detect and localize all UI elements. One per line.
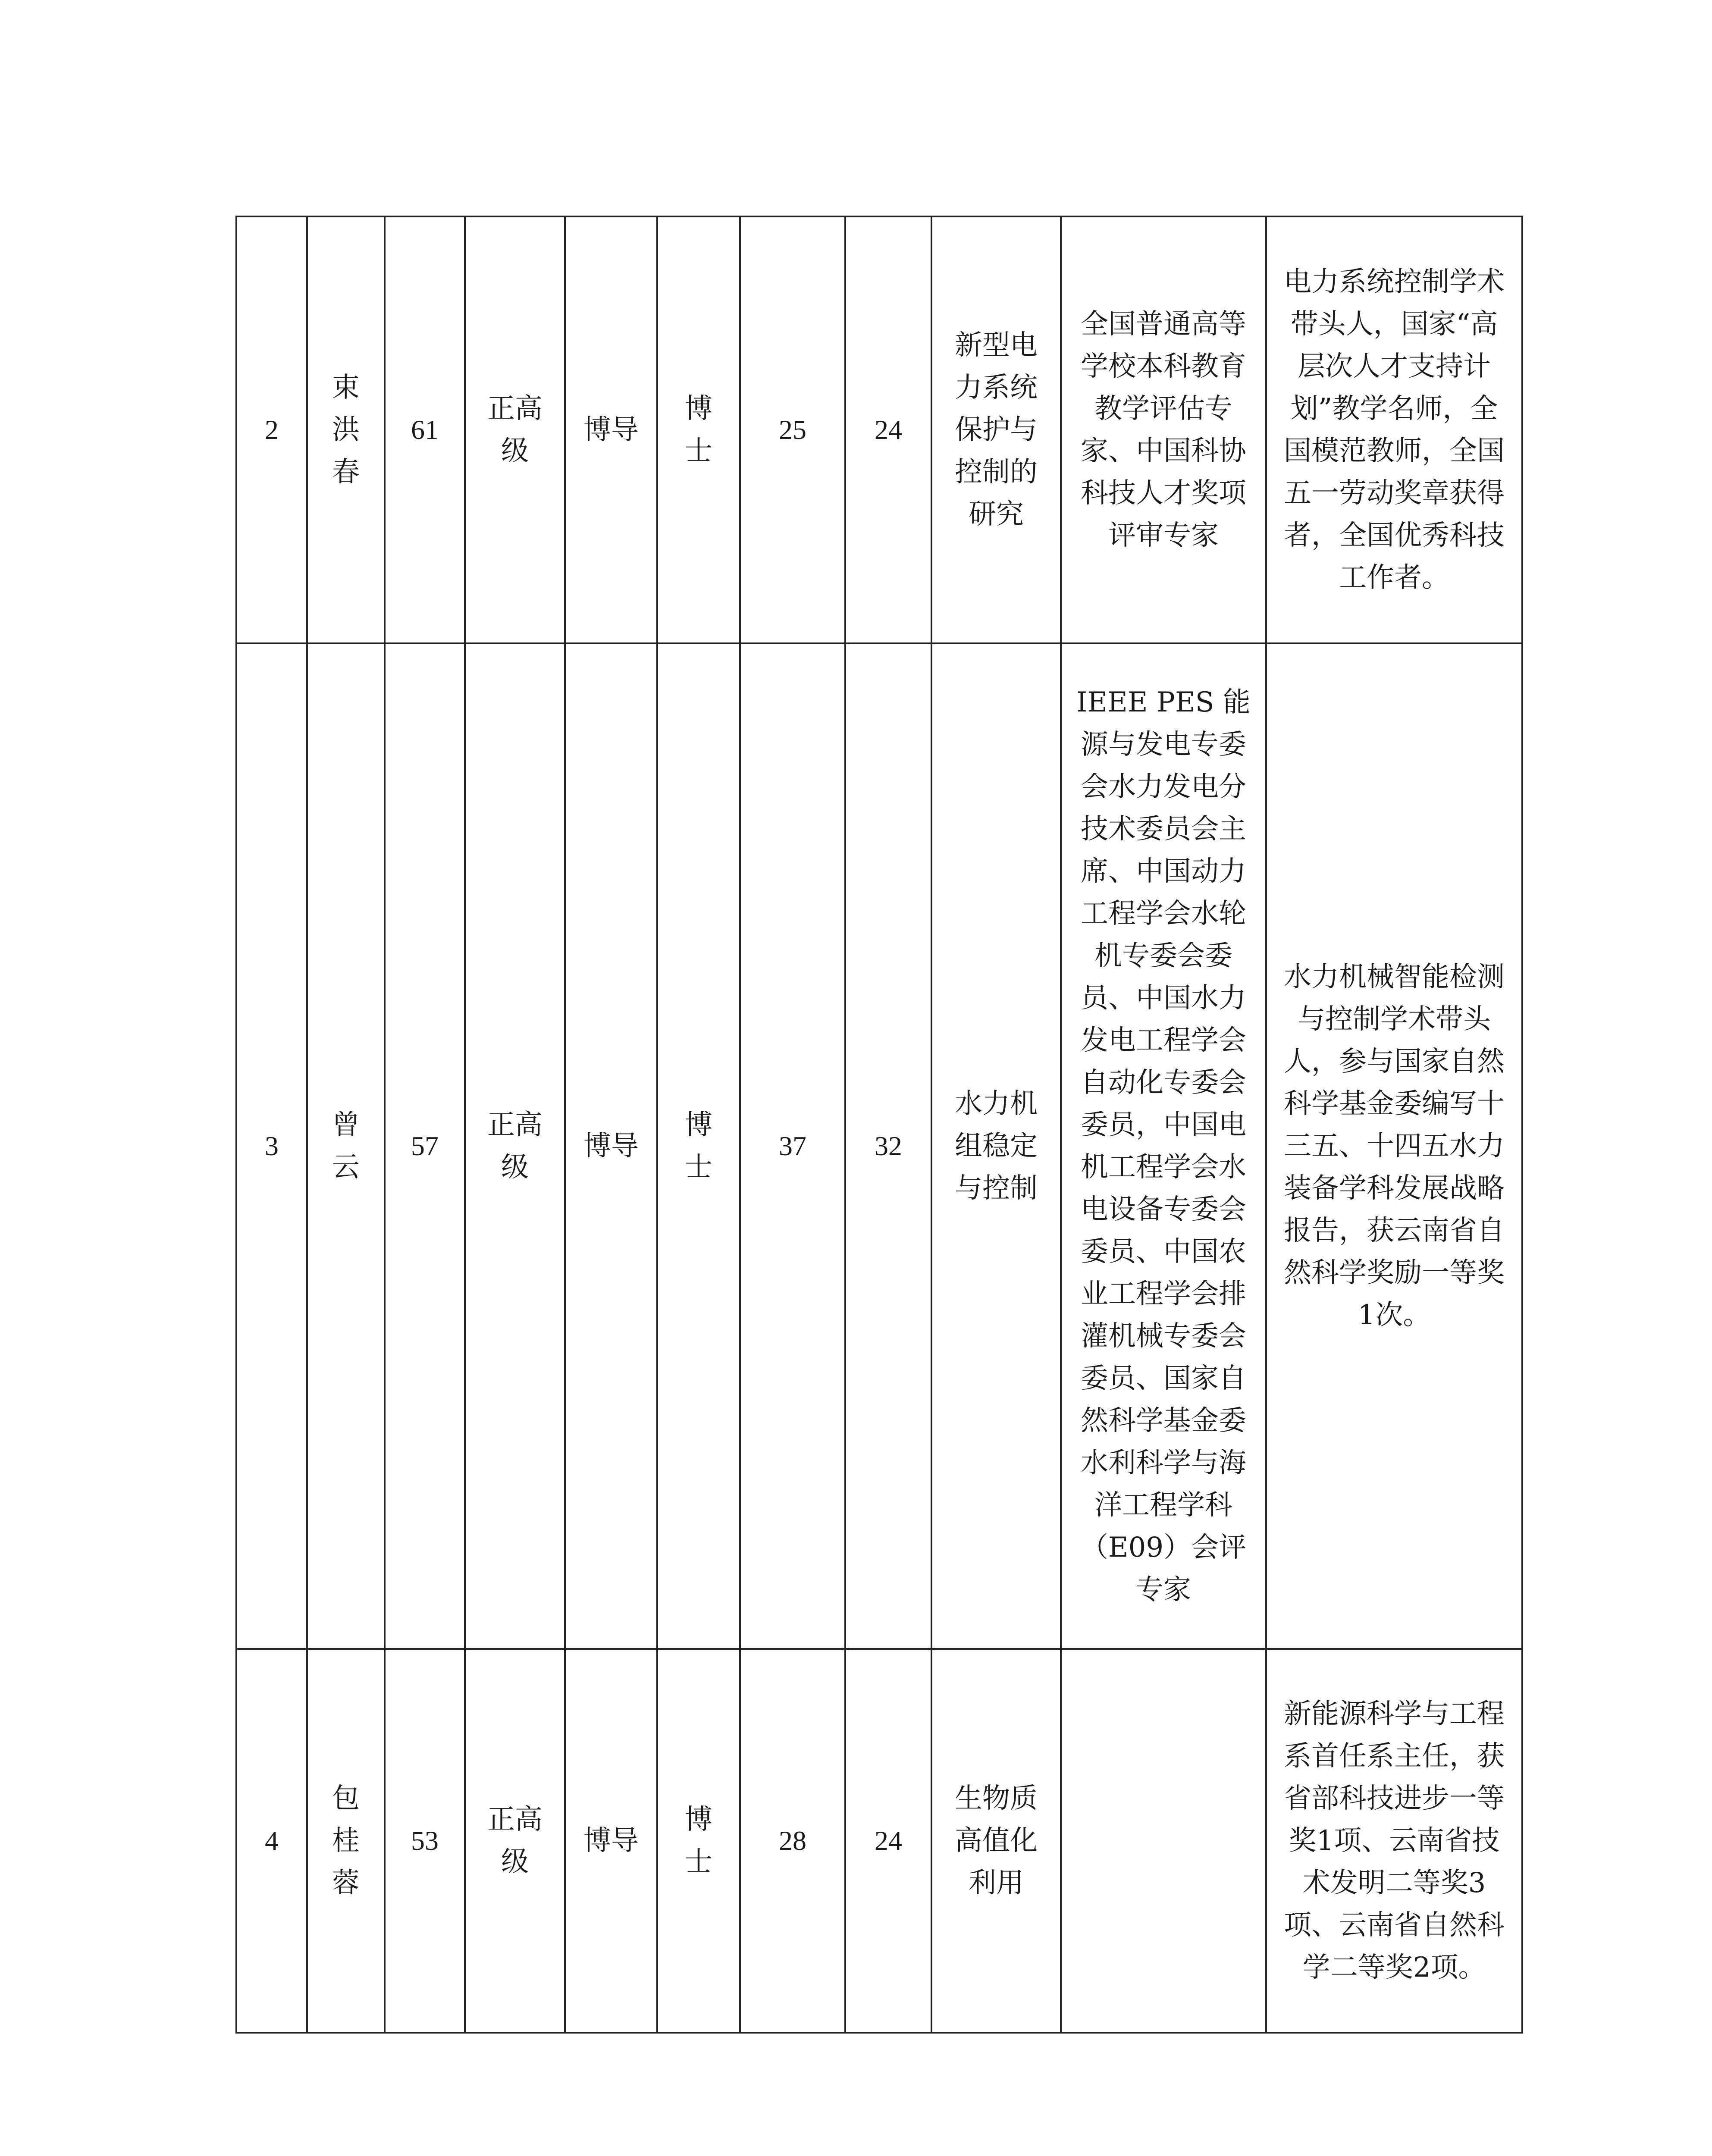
- research-direction: 生物质高值化利用: [955, 1783, 1038, 1899]
- years-a: 25: [740, 216, 845, 643]
- age: 53: [385, 1649, 465, 2033]
- research-direction: 新型电力系统保护与控制的研究: [955, 329, 1038, 530]
- row-index: 2: [236, 216, 307, 643]
- honors: 水力机械智能检测与控制学术带头人，参与国家自然科学基金委编写十三五、十四五水力装备学科发展战略报告，获云南省自然科学奖励一等奖1次。: [1284, 961, 1505, 1331]
- honors: 新能源科学与工程系首任系主任，获省部科技进步一等奖1项、云南省技术发明二等奖3项、云南省自然科学二等奖2项。: [1284, 1698, 1505, 1984]
- professional-title: 正高级: [487, 1804, 542, 1878]
- age: 57: [385, 643, 465, 1649]
- row-index: 4: [236, 1649, 307, 2033]
- professional-title: 正高级: [487, 1109, 542, 1183]
- years-b: 24: [845, 216, 931, 643]
- person-name: 包桂蓉: [332, 1783, 360, 1899]
- degree: 博士: [685, 1804, 712, 1878]
- row-index: 3: [236, 643, 307, 1649]
- academic-roles: IEEE PES 能源与发电专委会水力发电分技术委员会主席、中国动力工程学会水轮机专委会委员、中国水力发电工程学会自动化专委会委员，中国电机工程学会水电设备专委会委员、中国农业工程学会排灌机械专委会委员、国家自然科学基金委水利科学与海洋工程学科（E09）会评专家: [1076, 686, 1251, 1606]
- table-row: [236, 216, 1522, 643]
- years-b: 24: [845, 1649, 931, 2033]
- supervisor-type: 博导: [565, 1649, 657, 2033]
- table-row: [236, 1649, 1522, 2033]
- supervisor-type: 博导: [565, 216, 657, 643]
- age: 61: [385, 216, 465, 643]
- years-a: 28: [740, 1649, 845, 2033]
- table-row: [236, 643, 1522, 1649]
- degree: 博士: [685, 393, 712, 467]
- research-direction: 水力机组稳定与控制: [955, 1088, 1038, 1204]
- person-name: 束洪春: [332, 372, 360, 488]
- professional-title: 正高级: [487, 393, 542, 467]
- academic-roles: 全国普通高等学校本科教育教学评估专家、中国科协科技人才奖项评审专家: [1081, 308, 1246, 552]
- staff-table: [235, 216, 1523, 2034]
- degree: 博士: [685, 1109, 712, 1183]
- years-b: 32: [845, 643, 931, 1649]
- supervisor-type: 博导: [565, 643, 657, 1649]
- person-name: 曾云: [332, 1109, 360, 1183]
- years-a: 37: [740, 643, 845, 1649]
- honors: 电力系统控制学术带头人，国家“高层次人才支持计划”教学名师，全国模范教师，全国五一劳动奖章获得者，全国优秀科技工作者。: [1284, 266, 1505, 594]
